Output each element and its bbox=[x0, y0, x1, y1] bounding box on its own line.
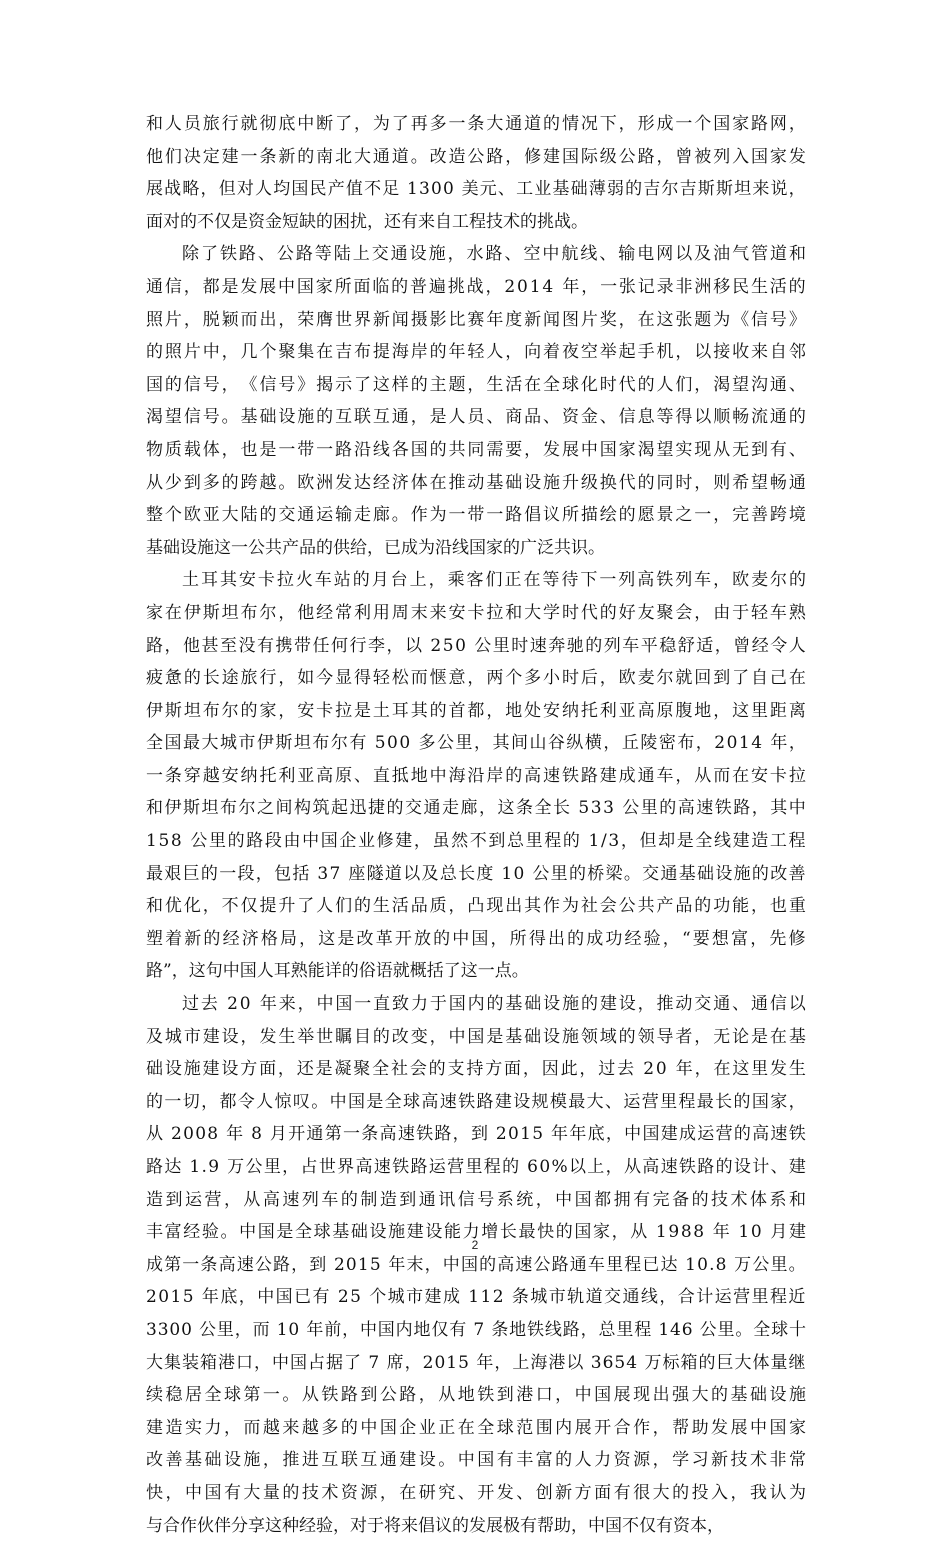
text-line: 路”，这句中国人耳熟能详的俗语就概括了这一点。 bbox=[146, 961, 529, 982]
text-line: 从 2 0 0 8 年 8 月 开 通 第 一 条 高 速 铁 路 ， 到 2 0 1 5 年 年 底 ， 中 国 建 成 运 营 的 高 速 铁 bbox=[146, 1124, 806, 1145]
text-line: 照 片 ， 脱 颖 而 出 ， 荣 膺 世 界 新 闻 摄 影 比 赛 年 度 新 闻 图 片 奖 ， 在 这 张 题 为 《 信 号 》 bbox=[146, 309, 806, 330]
text-line: 丰 富 经 验 。 中 国 是 全 球 基 础 设 施 建 设 能 力 增 长 最 快 的 国 家 ， 从 1 9 8 8 年 1 0 月 建 bbox=[146, 1222, 806, 1243]
text-line: 国 的 信 号 ， 《 信 号 》 揭 示 了 这 样 的 主 题 ， 生 活 在 全 球 化 时 代 的 人 们 ， 渴 望 沟 通 、 bbox=[146, 374, 806, 395]
text-line: 他 们 决 定 建 一 条 新 的 南 北 大 通 道 。 改 造 公 路 ， 修 建 国 际 级 公 路 ， 曾 被 列 入 国 家 发 bbox=[146, 146, 806, 167]
text-line: 家 在 伊 斯 坦 布 尔 ， 他 经 常 利 用 周 末 来 安 卡 拉 和 大 学 时 代 的 好 友 聚 会 ， 由 于 轻 车 熟 bbox=[146, 602, 806, 623]
paragraph bbox=[146, 238, 806, 564]
text-line: 及 城 市 建 设 ， 发 生 举 世 瞩 目 的 改 变 ， 中 国 是 基 础 设 施 领 域 的 领 导 者 ， 无 论 是 在 基 bbox=[146, 1026, 806, 1047]
text-line: 的 一 切 ， 都 令 人 惊 叹 。 中 国 是 全 球 高 速 铁 路 建 设 规 模 最 大 、 运 营 里 程 最 长 的 国 家 ， bbox=[146, 1091, 806, 1112]
text-line: 过 去 2 0 年 来 ， 中 国 一 直 致 力 于 国 内 的 基 础 设 施 的 建 设 ， 推 动 交 通 、 通 信 以 bbox=[182, 994, 806, 1015]
text-line: 续 稳 居 全 球 第 一 。 从 铁 路 到 公 路 ， 从 地 铁 到 港 口 ， 中 国 展 现 出 强 大 的 基 础 设 施 bbox=[146, 1385, 806, 1406]
body-text bbox=[146, 108, 806, 1542]
page-number: 2 bbox=[471, 1238, 479, 1252]
paragraph bbox=[146, 564, 806, 988]
text-line: 和 人 员 旅 行 就 彻 底 中 断 了 ， 为 了 再 多 一 条 大 通 道 的 情 况 下 ， 形 成 一 个 国 家 路 网 ， bbox=[146, 114, 806, 134]
text-line: 除 了 铁 路 、 公 路 等 陆 上 交 通 设 施 ， 水 路 、 空 中 航 线 、 输 电 网 以 及 油 气 管 道 和 bbox=[182, 244, 806, 265]
text-line: 3 3 0 0 公 里 ， 而 1 0 年 前 ， 中 国 内 地 仅 有 7 条 地 铁 线 路 ， 总 里 程 1 4 6 公 里 。 全 球 十 bbox=[146, 1319, 806, 1340]
text-line: 2 0 1 5 年 底 ， 中 国 已 有 2 5 个 城 市 建 成 1 1 2 条 城 市 轨 道 交 通 线 ， 合 计 运 营 里 程 近 bbox=[146, 1287, 806, 1308]
paragraph bbox=[146, 988, 806, 1542]
text-line: 和 优 化 ， 不 仅 提 升 了 人 们 的 生 活 品 质 ， 凸 现 出 其 作 为 社 会 公 共 产 品 的 功 能 ， 也 重 bbox=[146, 896, 806, 917]
text-line: 1 5 8 公 里 的 路 段 由 中 国 企 业 修 建 ， 虽 然 不 到 总 里 程 的 1 / 3 ， 但 却 是 全 线 建 造 工 程 bbox=[146, 831, 806, 852]
text-line: 基础设施这一公共产品的供给，已成为沿线国家的广泛共识。 bbox=[146, 537, 605, 558]
text-line: 从 少 到 多 的 跨 越 。 欧 洲 发 达 经 济 体 在 推 动 基 础 设 施 升 级 换 代 的 同 时 ， 则 希 望 畅 通 bbox=[146, 472, 806, 493]
text-line: 路 ， 他 甚 至 没 有 携 带 任 何 行 李 ， 以 2 5 0 公 里 时 速 奔 驰 的 列 车 平 稳 舒 适 ， 曾 经 令 人 bbox=[146, 635, 806, 656]
text-line: 最 艰 巨 的 一 段 ， 包 括 3 7 座 隧 道 以 及 总 长 度 1 0 公 里 的 桥 梁 。 交 通 基 础 设 施 的 改 善 bbox=[146, 863, 806, 884]
text-line: 础 设 施 建 设 方 面 ， 还 是 凝 聚 全 社 会 的 支 持 方 面 ， 因 此 ， 过 去 2 0 年 ， 在 这 里 发 生 bbox=[146, 1059, 806, 1080]
text-line: 疲 惫 的 长 途 旅 行 ， 如 今 显 得 轻 松 而 惬 意 ， 两 个 多 小 时 后 ， 欧 麦 尔 就 回 到 了 自 己 在 bbox=[146, 668, 806, 689]
text-line: 与合作伙伴分享这种经验，对于将来倡议的发展极有帮助，中国不仅有资本， bbox=[146, 1515, 724, 1536]
text-line: 塑 着 新 的 经 济 格 局 ， 这 是 改 革 开 放 的 中 国 ， 所 得 出 的 成 功 经 验 ， “ 要 想 富 ， 先 修 bbox=[146, 928, 806, 949]
text-line: 物 质 载 体 ， 也 是 一 带 一 路 沿 线 各 国 的 共 同 需 要 ， 发 展 中 国 家 渴 望 实 现 从 无 到 有 、 bbox=[146, 439, 806, 460]
paragraph bbox=[146, 108, 806, 238]
text-line: 通 信 ， 都 是 发 展 中 国 家 所 面 临 的 普 遍 挑 战 ， 2 0 1 4 年 ， 一 张 记 录 非 洲 移 民 生 活 的 bbox=[146, 276, 806, 297]
text-line: 建 造 实 力 ， 而 越 来 越 多 的 中 国 企 业 正 在 全 球 范 围 内 展 开 合 作 ， 帮 助 发 展 中 国 家 bbox=[146, 1417, 806, 1438]
text-line: 面对的不仅是资金短缺的困扰，还有来自工程技术的挑战。 bbox=[146, 211, 588, 232]
text-line: 和 伊 斯 坦 布 尔 之 间 构 筑 起 迅 捷 的 交 通 走 廊 ， 这 条 全 长 5 3 3 公 里 的 高 速 铁 路 ， 其 中 bbox=[146, 798, 806, 819]
text-line: 的 照 片 中 ， 几 个 聚 集 在 吉 布 提 海 岸 的 年 轻 人 ， 向 着 夜 空 举 起 手 机 ， 以 接 收 来 自 邻 bbox=[146, 342, 806, 363]
text-line: 一 条 穿 越 安 纳 托 利 亚 高 原 、 直 抵 地 中 海 沿 岸 的 高 速 铁 路 建 成 通 车 ， 从 而 在 安 卡 拉 bbox=[146, 765, 806, 786]
text-line: 大 集 装 箱 港 口 ， 中 国 占 据 了 7 席 ， 2 0 1 5 年 ， 上 海 港 以 3 6 5 4 万 标 箱 的 巨 大 体 量 继 bbox=[146, 1352, 806, 1373]
text-line: 造 到 运 营 ， 从 高 速 列 车 的 制 造 到 通 讯 信 号 系 统 ， 中 国 都 拥 有 完 备 的 技 术 体 系 和 bbox=[146, 1189, 806, 1210]
text-line: 土 耳 其 安 卡 拉 火 车 站 的 月 台 上 ， 乘 客 们 正 在 等 待 下 一 列 高 铁 列 车 ， 欧 麦 尔 的 bbox=[182, 570, 806, 591]
text-line: 渴 望 信 号 。 基 础 设 施 的 互 联 互 通 ， 是 人 员 、 商 品 、 资 金 、 信 息 等 得 以 顺 畅 流 通 的 bbox=[146, 407, 806, 428]
text-line: 快 ， 中 国 有 大 量 的 技 术 资 源 ， 在 研 究 、 开 发 、 创 新 方 面 有 很 大 的 投 入 ， 我 认 为 bbox=[146, 1482, 806, 1503]
text-line: 成 第 一 条 高 速 公 路 ， 到 2 0 1 5 年 末 ， 中 国 的 高 速 公 路 通 车 里 程 已 达 1 0 . 8 万 公 里 。 bbox=[146, 1254, 806, 1275]
text-line: 改 善 基 础 设 施 ， 推 进 互 联 互 通 建 设 。 中 国 有 丰 富 的 人 力 资 源 ， 学 习 新 技 术 非 常 bbox=[146, 1450, 806, 1471]
text-line: 伊 斯 坦 布 尔 的 家 ， 安 卡 拉 是 土 耳 其 的 首 都 ， 地 处 安 纳 托 利 亚 高 原 腹 地 ， 这 里 距 离 bbox=[146, 700, 806, 721]
text-line: 展 战 略 ， 但 对 人 均 国 民 产 值 不 足 1 3 0 0 美 元 、 工 业 基 础 薄 弱 的 吉 尔 吉 斯 斯 坦 来 说 ， bbox=[146, 179, 806, 200]
text-line: 路 达 1 . 9 万 公 里 ， 占 世 界 高 速 铁 路 运 营 里 程 的 6 0 % 以 上 ， 从 高 速 铁 路 的 设 计 、 建 bbox=[146, 1157, 806, 1177]
text-line: 整 个 欧 亚 大 陆 的 交 通 运 输 走 廊 。 作 为 一 带 一 路 倡 议 所 描 绘 的 愿 景 之 一 ， 完 善 跨 境 bbox=[146, 505, 806, 526]
text-line: 全 国 最 大 城 市 伊 斯 坦 布 尔 有 5 0 0 多 公 里 ， 其 间 山 谷 纵 横 ， 丘 陵 密 布 ， 2 0 1 4 年 ， bbox=[146, 733, 806, 754]
